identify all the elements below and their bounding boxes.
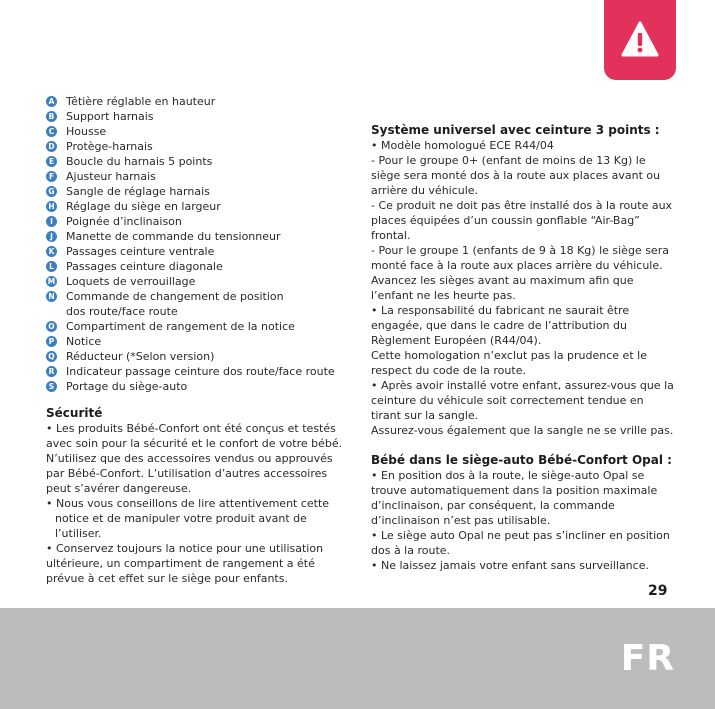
legend-letter-badge: A <box>46 96 57 107</box>
legend-letter-badge: D <box>46 141 57 152</box>
legend-letter-badge: G <box>46 186 57 197</box>
legend-item <box>46 124 366 139</box>
universal-paragraph: • Après avoir installé votre enfant, assurez-vous que la ceinture du véhicule soit correctement tendue en tirant sur la sangle. <box>371 379 674 422</box>
legend-item <box>46 94 366 109</box>
security-paragraph: • Conservez toujours la notice pour une utilisation ultérieure, un compartiment de rangement a été prévue à cet effet sur le siège pour enfants. <box>46 542 324 585</box>
opal-heading: Bébé dans le siège-auto Bébé-Confort Opal : <box>371 453 672 467</box>
legend-item <box>46 244 366 259</box>
opal-paragraph: • En position dos à la route, le siège-auto Opal se trouve automatiquement dans la position maximale d’inclinaison, par conséquent, la commande d’inclinaison n’est pas utilisable. <box>371 469 658 527</box>
legend-item <box>46 274 366 289</box>
legend-letter-badge: C <box>46 126 57 137</box>
universal-paragraph: Cette homologation n’exclut pas la prudence et le respect du code de la route. <box>371 349 647 377</box>
language-code: FR <box>620 638 675 679</box>
universal-paragraph: - Pour le groupe 1 (enfants de 9 à 18 Kg) le siège sera monté face à la route aux places arrière du véhicule. Avancez les sièges avant au maximum afin que l’enfant ne les heurte pas. <box>371 244 669 302</box>
legend-letter-badge: R <box>46 366 57 377</box>
legend-item-label: Sangle de réglage harnais <box>66 185 210 198</box>
legend-item <box>46 379 366 394</box>
security-paragraph: • Nous vous conseillons de lire attentivement cette notice et de manipuler votre produit avant de l’utiliser. <box>46 497 330 540</box>
legend-letter-badge: O <box>46 321 57 332</box>
legend-letter-badge: F <box>46 171 57 182</box>
legend-letter-badge: I <box>46 216 57 227</box>
legend-item-label: Boucle du harnais 5 points <box>66 155 213 168</box>
legend-item <box>46 349 366 364</box>
security-heading: Sécurité <box>46 406 103 420</box>
legend-item <box>46 169 366 184</box>
legend-item-label: Commande de changement de position dos route/face route <box>66 290 284 318</box>
legend-item-label: Poignée d’inclinaison <box>66 215 182 228</box>
universal-heading: Système universel avec ceinture 3 points : <box>371 123 660 137</box>
legend-letter-badge: H <box>46 201 57 212</box>
legend-item <box>46 184 366 199</box>
legend-item-label: Portage du siège-auto <box>66 380 188 393</box>
legend-item-label: Réducteur (*Selon version) <box>66 350 215 363</box>
legend-item <box>46 364 366 379</box>
legend-letter-badge: M <box>47 277 56 286</box>
universal-paragraph: • Modèle homologué ECE R44/04 <box>371 139 554 152</box>
page-number: 29 <box>648 583 668 599</box>
legend-item <box>46 139 366 154</box>
legend-letter-badge: L <box>46 261 57 272</box>
opal-paragraph: • Ne laissez jamais votre enfant sans surveillance. <box>371 559 649 572</box>
legend-letter-badge: N <box>46 291 57 302</box>
legend-item-label: Loquets de verrouillage <box>66 275 196 288</box>
right-column <box>371 122 677 573</box>
opal-paragraph: • Le siège auto Opal ne peut pas s’incliner en position dos à la route. <box>371 529 670 557</box>
legend-item-label: Protège-harnais <box>66 140 153 153</box>
legend-item <box>46 259 366 274</box>
legend-item <box>46 229 366 244</box>
legend-item-label: Compartiment de rangement de la notice <box>66 320 295 333</box>
universal-paragraph: - Pour le groupe 0+ (enfant de moins de 13 Kg) le siège sera monté dos à la route aux places avant ou arrière du véhicule. <box>371 154 661 197</box>
parts-legend <box>46 94 366 394</box>
legend-item <box>46 289 366 319</box>
legend-item <box>46 319 366 334</box>
legend-item <box>46 214 366 229</box>
legend-item-label: Support harnais <box>66 110 154 123</box>
footer-band <box>0 608 715 709</box>
legend-item <box>46 199 366 214</box>
legend-item <box>46 334 366 349</box>
universal-paragraph: • La responsabilité du fabricant ne saurait être engagée, que dans le cadre de l’attribution du Règlement Européen (R44/04). <box>371 304 630 347</box>
legend-item <box>46 109 366 124</box>
security-paragraph: • Les produits Bébé-Confort ont été conçus et testés avec soin pour la sécurité et le confort de votre bébé. N’utilisez que des accessoires vendus ou approuvés par Bébé-Confort. L’utilisation d’autres accessoires peut s’avérer dangereuse. <box>46 422 343 495</box>
legend-item-label: Passages ceinture diagonale <box>66 260 223 273</box>
legend-letter-badge: S <box>46 381 57 392</box>
legend-letter-badge: K <box>46 246 57 257</box>
legend-letter-badge: P <box>46 336 57 347</box>
legend-item-label: Réglage du siège en largeur <box>66 200 221 213</box>
legend-item-label: Ajusteur harnais <box>66 170 156 183</box>
legend-letter-badge: B <box>46 111 57 122</box>
legend-item <box>46 154 366 169</box>
security-section <box>46 405 350 586</box>
legend-item-label: Indicateur passage ceinture dos route/face route <box>66 365 335 378</box>
universal-paragraph: Assurez-vous également que la sangle ne se vrille pas. <box>371 424 674 437</box>
legend-item-label: Manette de commande du tensionneur <box>66 230 281 243</box>
legend-item-label: Têtière réglable en hauteur <box>66 95 216 108</box>
legend-item-label: Notice <box>66 335 102 348</box>
warning-triangle-icon <box>620 20 660 60</box>
legend-item-label: Passages ceinture ventrale <box>66 245 215 258</box>
warning-tab <box>604 0 676 80</box>
universal-paragraph: - Ce produit ne doit pas être installé dos à la route aux places équipées d’un coussin gonflable “Air-Bag” frontal. <box>371 199 673 242</box>
legend-letter-badge: E <box>46 156 57 167</box>
legend-letter-badge: J <box>46 231 57 242</box>
legend-letter-badge: Q <box>46 351 57 362</box>
legend-item-label: Housse <box>66 125 107 138</box>
